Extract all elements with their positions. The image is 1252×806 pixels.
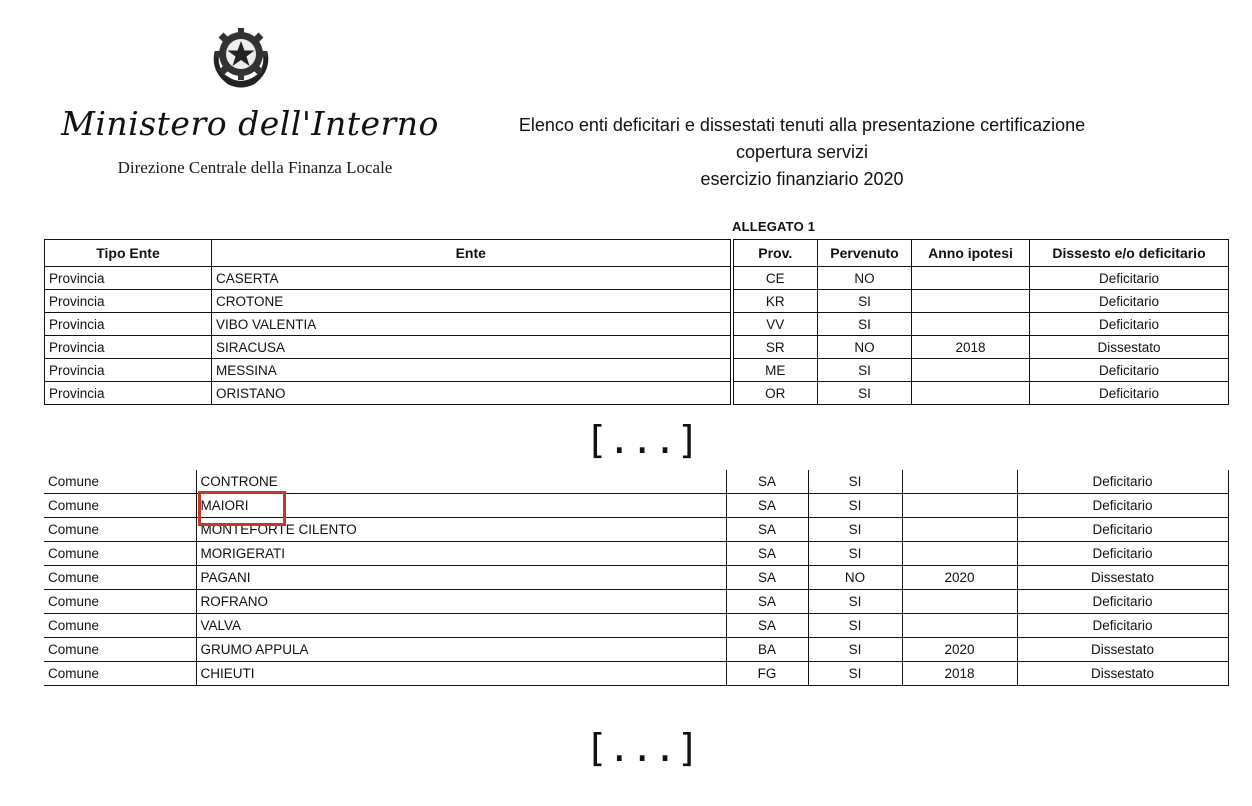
cell-anno-ipotesi: 2018	[902, 662, 1017, 686]
omission-ellipsis: [...]	[585, 726, 700, 770]
cell-ente: PAGANI	[196, 566, 726, 590]
cell-tipo-ente: Comune	[44, 518, 196, 542]
cell-ente: CASERTA	[212, 267, 732, 290]
cell-ente: ORISTANO	[212, 382, 732, 405]
cell-prov: ME	[732, 359, 818, 382]
cell-prov: VV	[732, 313, 818, 336]
cell-ente: SIRACUSA	[212, 336, 732, 359]
column-header-tipo-ente: Tipo Ente	[45, 240, 212, 267]
cell-prov: SA	[726, 566, 808, 590]
column-header-prov: Prov.	[732, 240, 818, 267]
cell-ente: VALVA	[196, 614, 726, 638]
column-header-ente: Ente	[212, 240, 732, 267]
cell-pervenuto: SI	[808, 470, 902, 494]
cell-dissesto: Deficitario	[1017, 518, 1228, 542]
cell-anno-ipotesi	[902, 590, 1017, 614]
cell-dissesto: Deficitario	[1030, 313, 1229, 336]
table-header-row	[45, 240, 1229, 267]
table-row	[45, 336, 1229, 359]
allegato-label: ALLEGATO 1	[732, 219, 816, 234]
cell-dissesto: Deficitario	[1017, 494, 1228, 518]
table-row	[45, 290, 1229, 313]
cell-tipo-ente: Comune	[44, 662, 196, 686]
cell-dissesto: Dissestato	[1017, 638, 1228, 662]
table-row	[44, 542, 1228, 566]
cell-prov: SA	[726, 614, 808, 638]
cell-dissesto: Deficitario	[1017, 614, 1228, 638]
italian-republic-emblem-icon	[207, 22, 275, 90]
cell-pervenuto: SI	[808, 518, 902, 542]
cell-ente: MORIGERATI	[196, 542, 726, 566]
cell-pervenuto: SI	[808, 494, 902, 518]
cell-tipo-ente: Comune	[44, 494, 196, 518]
table-row	[44, 566, 1228, 590]
cell-tipo-ente: Comune	[44, 470, 196, 494]
cell-dissesto: Dissestato	[1017, 566, 1228, 590]
cell-pervenuto: NO	[818, 336, 912, 359]
cell-anno-ipotesi	[912, 359, 1030, 382]
cell-tipo-ente: Comune	[44, 638, 196, 662]
cell-pervenuto: NO	[818, 267, 912, 290]
cell-anno-ipotesi: 2020	[902, 566, 1017, 590]
cell-dissesto: Deficitario	[1030, 290, 1229, 313]
cell-dissesto: Deficitario	[1030, 359, 1229, 382]
column-header-anno-ipotesi: Anno ipotesi	[912, 240, 1030, 267]
cell-ente: ROFRANO	[196, 590, 726, 614]
table-row	[45, 267, 1229, 290]
cell-pervenuto: SI	[808, 542, 902, 566]
cell-pervenuto: SI	[808, 662, 902, 686]
cell-dissesto: Dissestato	[1017, 662, 1228, 686]
cell-prov: OR	[732, 382, 818, 405]
cell-pervenuto: SI	[808, 590, 902, 614]
cell-ente: CHIEUTI	[196, 662, 726, 686]
table-row	[45, 313, 1229, 336]
cell-prov: SA	[726, 542, 808, 566]
table-row	[44, 662, 1228, 686]
cell-anno-ipotesi	[902, 542, 1017, 566]
cell-pervenuto: SI	[818, 359, 912, 382]
ministry-department: Direzione Centrale della Finanza Locale	[117, 158, 393, 177]
cell-dissesto: Dissestato	[1030, 336, 1229, 359]
cell-pervenuto: SI	[808, 638, 902, 662]
entities-table-part-1	[44, 239, 1229, 405]
cell-dissesto: Deficitario	[1030, 267, 1229, 290]
cell-pervenuto: SI	[808, 614, 902, 638]
cell-dissesto: Deficitario	[1017, 590, 1228, 614]
table-row	[44, 638, 1228, 662]
cell-prov: SA	[726, 470, 808, 494]
cell-ente: GRUMO APPULA	[196, 638, 726, 662]
column-header-dissesto: Dissesto e/o deficitario	[1030, 240, 1229, 267]
cell-pervenuto: SI	[818, 313, 912, 336]
cell-prov: SA	[726, 590, 808, 614]
cell-tipo-ente: Comune	[44, 614, 196, 638]
cell-anno-ipotesi	[912, 313, 1030, 336]
cell-prov: FG	[726, 662, 808, 686]
cell-anno-ipotesi	[902, 470, 1017, 494]
document-title-line: esercizio finanziario 2020	[700, 169, 904, 189]
cell-tipo-ente: Provincia	[45, 267, 212, 290]
cell-dissesto: Deficitario	[1030, 382, 1229, 405]
cell-anno-ipotesi	[912, 267, 1030, 290]
cell-anno-ipotesi	[912, 382, 1030, 405]
cell-ente: MESSINA	[212, 359, 732, 382]
cell-anno-ipotesi	[902, 494, 1017, 518]
cell-tipo-ente: Provincia	[45, 382, 212, 405]
cell-tipo-ente: Provincia	[45, 290, 212, 313]
cell-ente-highlighted: MAIORI	[196, 494, 726, 518]
cell-tipo-ente: Comune	[44, 590, 196, 614]
cell-tipo-ente: Comune	[44, 566, 196, 590]
cell-prov: SA	[726, 518, 808, 542]
cell-anno-ipotesi	[902, 518, 1017, 542]
cell-tipo-ente: Comune	[44, 542, 196, 566]
cell-anno-ipotesi	[912, 290, 1030, 313]
cell-pervenuto: SI	[818, 290, 912, 313]
table-row	[45, 382, 1229, 405]
table-row	[44, 614, 1228, 638]
document-title	[448, 112, 1156, 193]
cell-anno-ipotesi	[902, 614, 1017, 638]
table-row	[44, 470, 1228, 494]
document-title-line: Elenco enti deficitari e dissestati tenuti alla presentazione certificazione	[518, 115, 1086, 135]
column-header-pervenuto: Pervenuto	[818, 240, 912, 267]
cell-anno-ipotesi: 2018	[912, 336, 1030, 359]
cell-tipo-ente: Provincia	[45, 336, 212, 359]
cell-pervenuto: NO	[808, 566, 902, 590]
cell-prov: SR	[732, 336, 818, 359]
cell-tipo-ente: Provincia	[45, 313, 212, 336]
document-title-line: copertura servizi	[735, 142, 869, 162]
cell-ente: VIBO VALENTIA	[212, 313, 732, 336]
cell-anno-ipotesi: 2020	[902, 638, 1017, 662]
table-row	[45, 359, 1229, 382]
cell-ente: CROTONE	[212, 290, 732, 313]
cell-prov: SA	[726, 494, 808, 518]
cell-dissesto: Deficitario	[1017, 470, 1228, 494]
ministry-name: Ministero dell'Interno	[61, 104, 439, 143]
omission-ellipsis: [...]	[585, 418, 700, 462]
cell-ente: CONTRONE	[196, 470, 726, 494]
cell-ente: MONTEFORTE CILENTO	[196, 518, 726, 542]
cell-tipo-ente: Provincia	[45, 359, 212, 382]
cell-pervenuto: SI	[818, 382, 912, 405]
cell-prov: KR	[732, 290, 818, 313]
cell-dissesto: Deficitario	[1017, 542, 1228, 566]
cell-prov: BA	[726, 638, 808, 662]
highlight-box	[198, 491, 286, 526]
cell-prov: CE	[732, 267, 818, 290]
table-row	[44, 590, 1228, 614]
